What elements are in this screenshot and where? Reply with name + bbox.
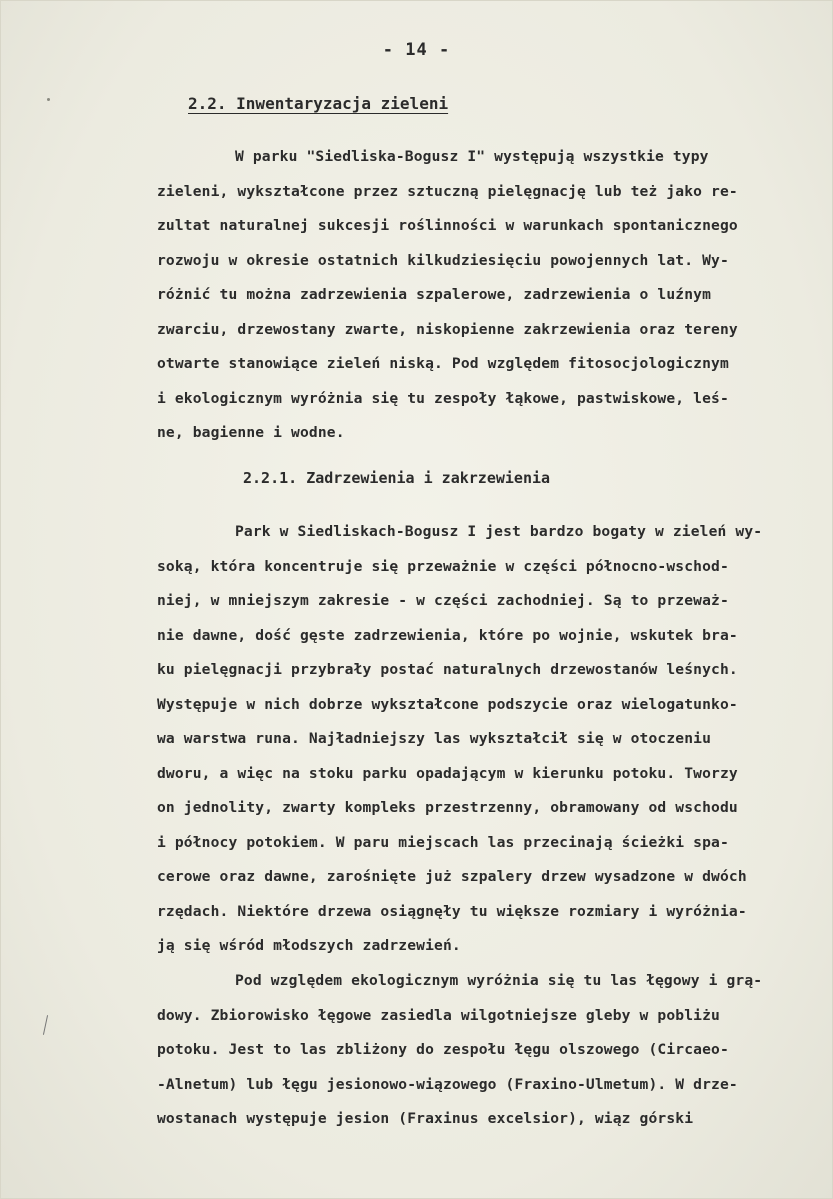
- subsection-title: 2.2.1. Zadrzewienia i zakrzewienia: [243, 469, 551, 487]
- text-line: cerowe oraz dawne, zarośnięte już szpalery drzew wysadzone w dwóch: [157, 868, 747, 885]
- text-line: zultat naturalnej sukcesji roślinności w warunkach spontanicznego: [157, 217, 738, 234]
- paragraph: [157, 140, 822, 451]
- margin-pencil-mark: [43, 1015, 48, 1035]
- section-title: 2.2. Inwentaryzacja zieleni: [188, 94, 449, 113]
- text-line: W parku "Siedliska-Bogusz I" występują wszystkie typy: [235, 148, 709, 165]
- text-line: potoku. Jest to las zbliżony do zespołu łęgu olszowego (Circaeo-: [157, 1041, 729, 1058]
- text-line: i ekologicznym wyróżnia się tu zespoły łąkowe, pastwiskowe, leś-: [157, 389, 729, 407]
- text-line: otwarte stanowiące zieleń niską. Pod względem fitosocjologicznym: [157, 355, 729, 372]
- text-line: dowy. Zbiorowisko łęgowe zasiedla wilgotniejsze gleby w pobliżu: [157, 1006, 720, 1024]
- text-line: -Alnetum) lub łęgu jesionowo-wiązowego (Fraxino-Ulmetum). W drze-: [157, 1075, 738, 1093]
- page-number: - 14 -: [382, 40, 451, 60]
- text-line: Park w Siedliskach-Bogusz I jest bardzo bogaty w zieleń wy-: [235, 523, 763, 540]
- paragraph: [157, 515, 822, 964]
- text-line: Pod względem ekologicznym wyróżnia się tu las łęgowy i grą-: [235, 972, 763, 989]
- text-line: soką, która koncentruje się przeważnie w części północno-wschod-: [157, 557, 729, 575]
- text-line: nie dawne, dość gęste zadrzewienia, które po wojnie, wskutek bra-: [157, 626, 738, 644]
- text-line: ku pielęgnacji przybrały postać naturalnych drzewostanów leśnych.: [157, 661, 738, 678]
- text-line: ją się wśród młodszych zadrzewień.: [157, 937, 461, 954]
- text-line: dworu, a więc na stoku parku opadającym w kierunku potoku. Tworzy: [157, 764, 738, 782]
- ink-speck: [47, 98, 50, 101]
- text-line: ne, bagienne i wodne.: [157, 424, 345, 441]
- text-line: zieleni, wykształcone przez sztuczną pielęgnację lub też jako re-: [157, 182, 738, 200]
- text-line: wa warstwa runa. Najładniejszy las wykształcił się w otoczeniu: [157, 730, 712, 747]
- text-line: on jednolity, zwarty kompleks przestrzenny, obramowany od wschodu: [157, 799, 738, 816]
- text-line: Występuje w nich dobrze wykształcone podszycie oraz wielogatunko-: [157, 695, 738, 713]
- text-line: i północy potokiem. W paru miejscach las przecinają ścieżki spa-: [157, 833, 729, 851]
- text-line: wostanach występuje jesion (Fraxinus excelsior), wiąz górski: [157, 1110, 694, 1127]
- paragraph: [157, 964, 822, 1137]
- text-line: niej, w mniejszym zakresie - w części zachodniej. Są to przeważ-: [157, 592, 729, 609]
- text-line: różnić tu można zadrzewienia szpalerowe, zadrzewienia o luźnym: [157, 286, 712, 303]
- text-line: rozwoju w okresie ostatnich kilkudziesięciu powojennych lat. Wy-: [157, 251, 729, 269]
- text-line: zwarciu, drzewostany zwarte, niskopienne zakrzewienia oraz tereny: [157, 320, 738, 338]
- text-line: rzędach. Niektóre drzewa osiągnęły tu większe rozmiary i wyróżnia-: [157, 902, 747, 920]
